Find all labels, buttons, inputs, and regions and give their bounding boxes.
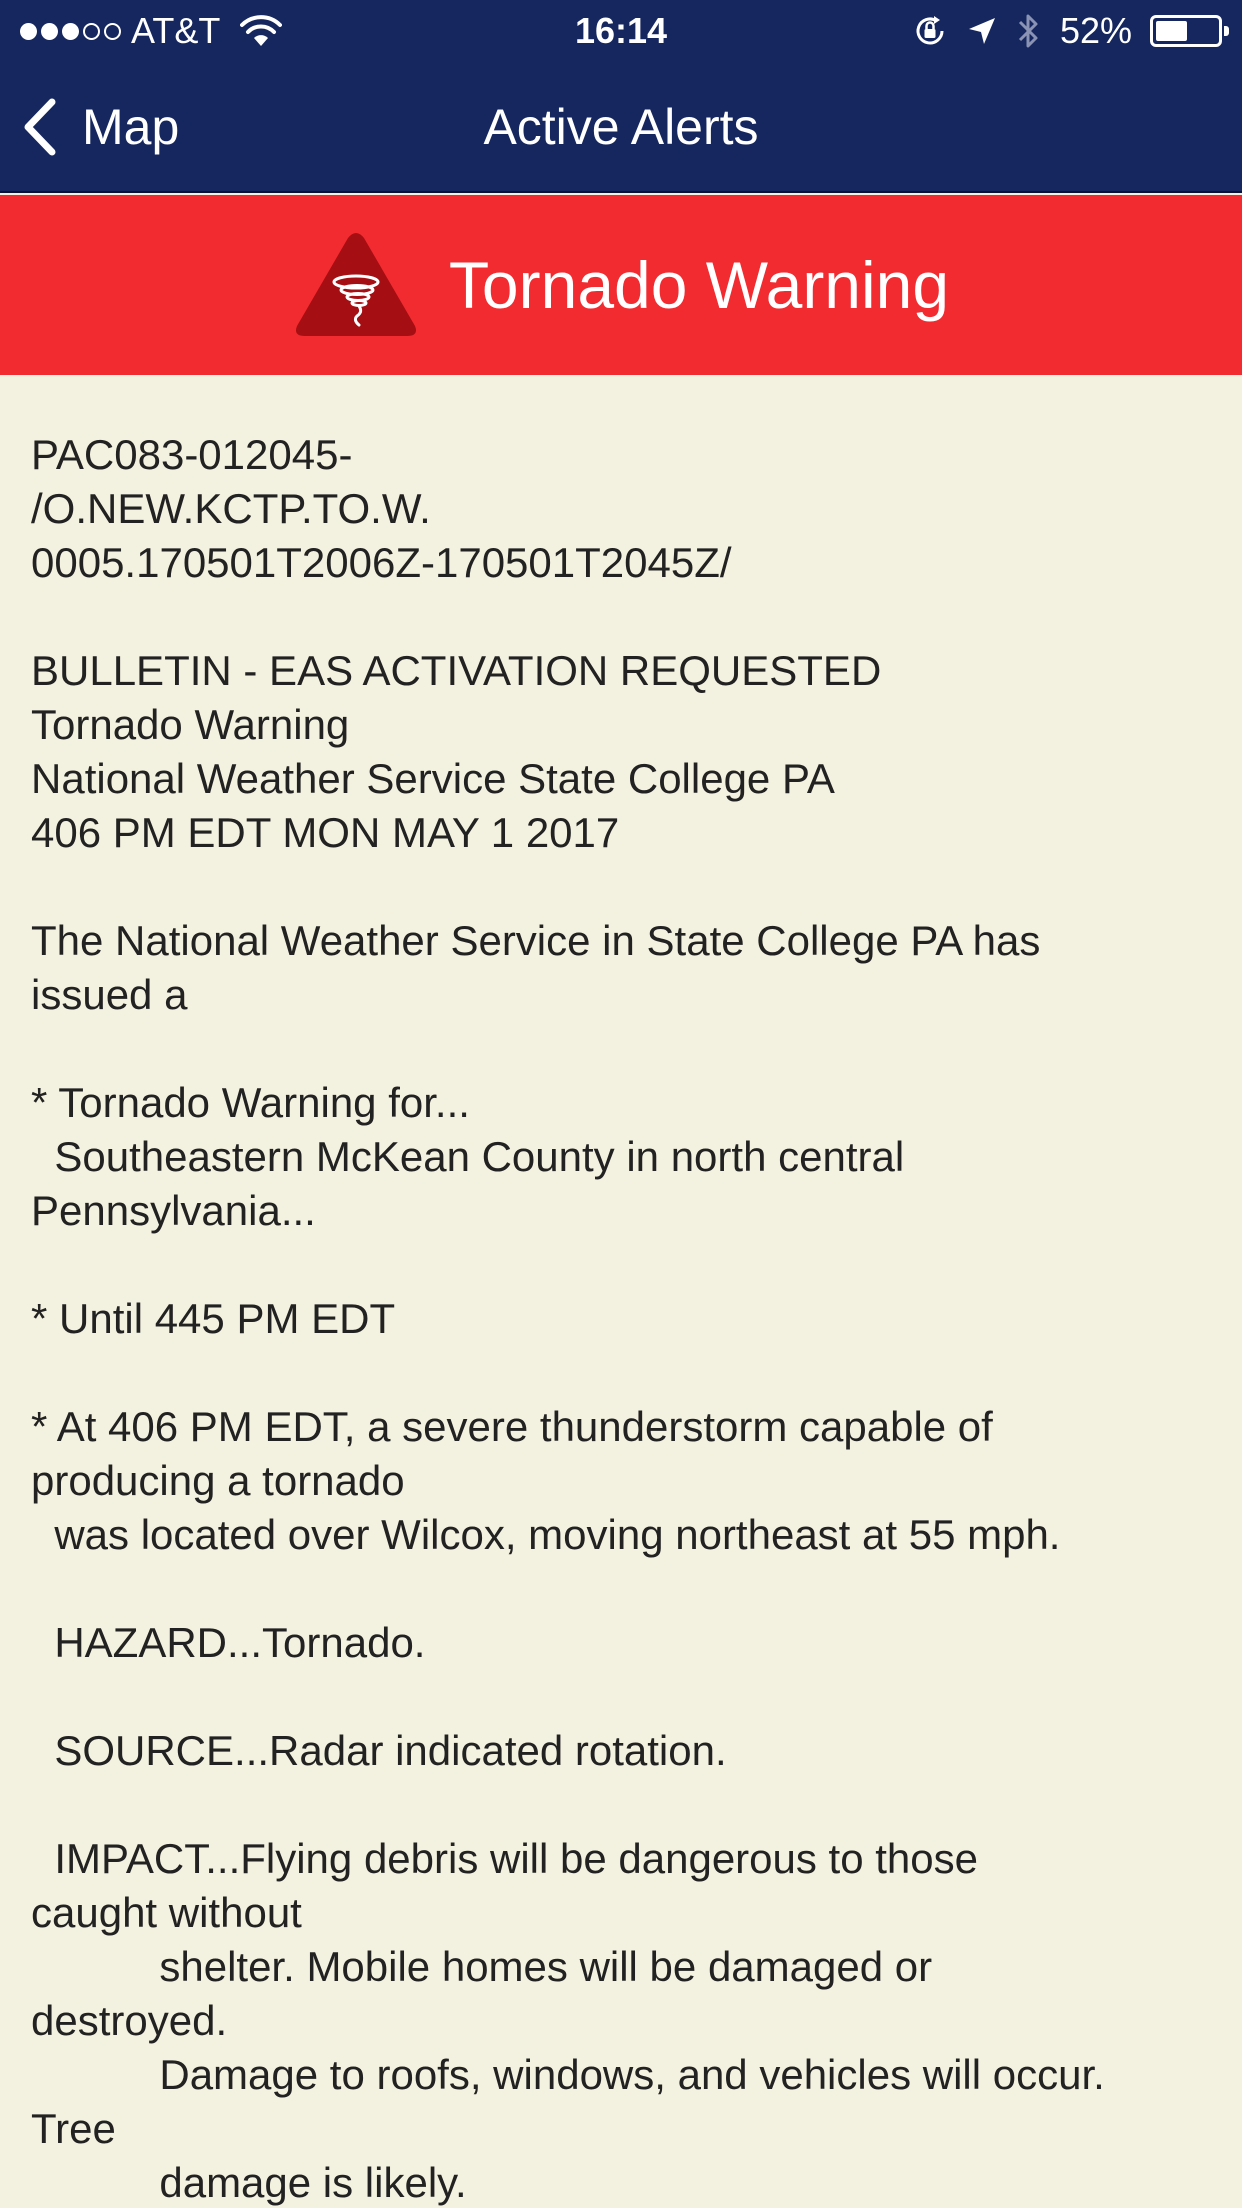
status-right — [912, 10, 1222, 52]
status-time: 16:14 — [574, 10, 668, 51]
tornado-warning-icon — [293, 230, 419, 340]
alert-banner — [0, 195, 1242, 375]
alert-title: Tornado Warning — [448, 248, 950, 322]
bluetooth-icon — [1016, 11, 1042, 51]
orientation-lock-icon — [912, 13, 948, 49]
carrier-name: AT&T — [131, 10, 221, 51]
battery-percentage: 52% — [1059, 10, 1132, 51]
page-title: Active Alerts — [483, 99, 759, 155]
back-button-label: Map — [82, 99, 180, 155]
navigation-bar — [0, 62, 1242, 193]
alert-bulletin-text: PAC083-012045- /O.NEW.KCTP.TO.W. 0005.170501T2006Z-170501T2045Z/ BULLETIN - EAS ACTIVATION REQUESTED Tornado Warning National Weather Service State College PA 406 PM EDT MON MAY 1 2017 The National Weather Service in State College PA has issued a * Tornado Warning for... Southeastern McKean County in north central Pennsylvania... * Until 445 PM EDT * At 406 PM EDT, a severe thunderstorm capable of producing a tornado was located over Wilcox, moving northeast at 55 mph. HAZARD...Tornado. SOURCE...Radar indicated rotation. IMPACT...Flying debris will be dangerous to those caught without shelter. Mobile homes will be damaged or destroyed. Damage to roofs, windows, and vehicles will occur. Tree damage is likely. — [31, 431, 1105, 2206]
battery-level-fill — [1156, 21, 1187, 41]
location-arrow-icon — [966, 15, 998, 47]
status-bar — [0, 0, 1242, 62]
battery-icon — [1150, 15, 1222, 47]
